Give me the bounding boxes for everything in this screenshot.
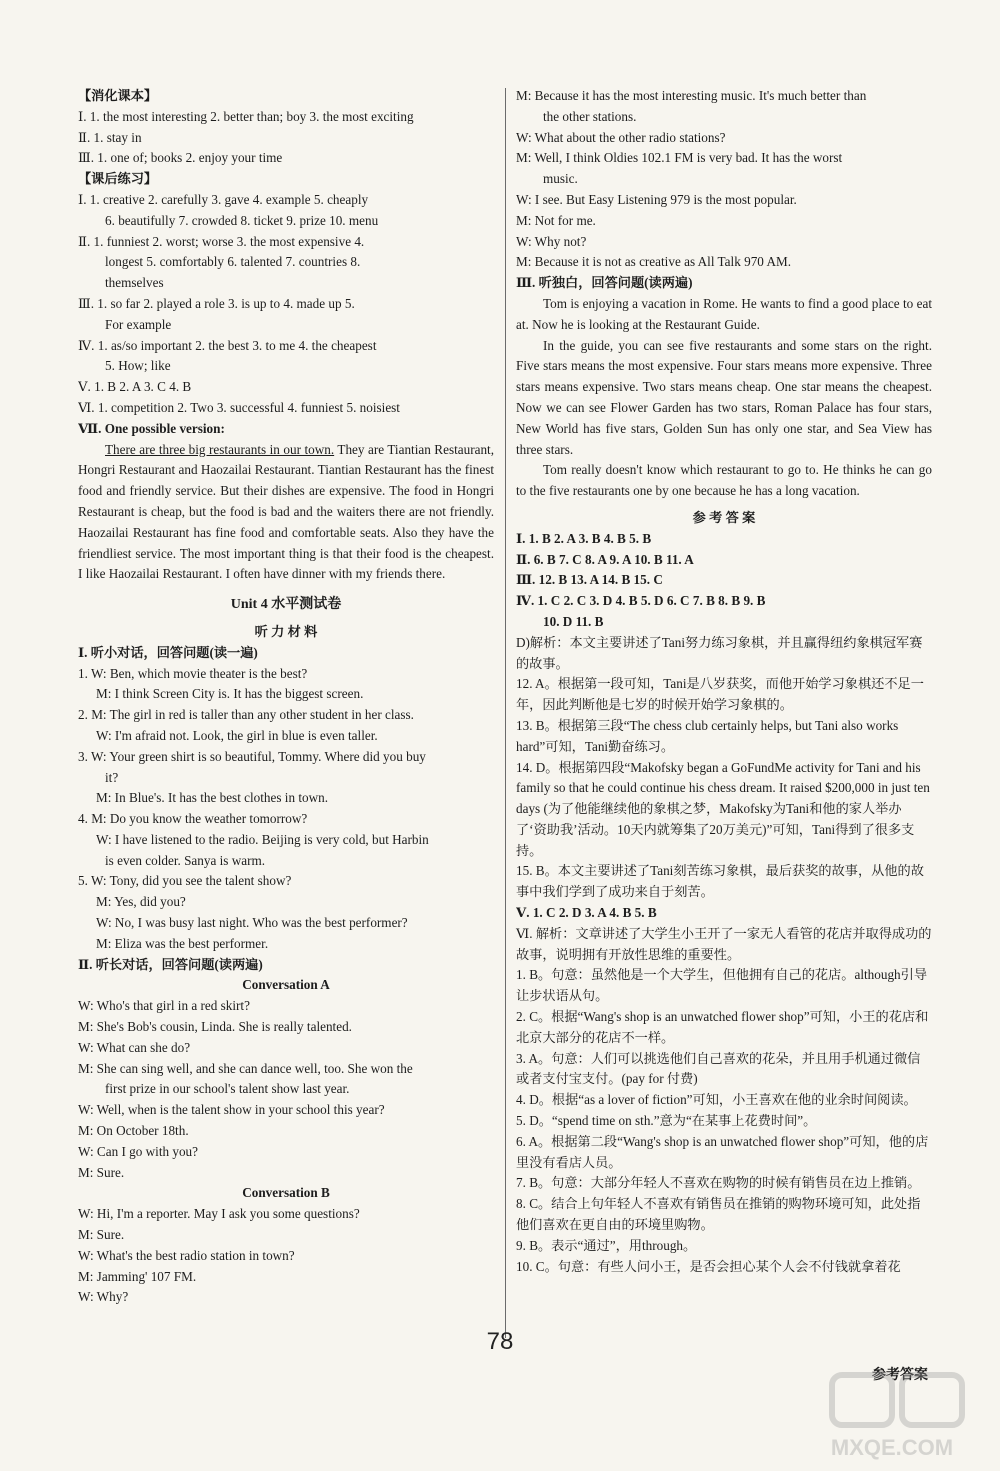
explanation: 2. C。根据“Wang's shop is an unwatched flower shop”可知，小王的花店和北京大部分的花店不一样。 [516,1009,929,1045]
monologue-paragraph: In the guide, you can see five restaurants and some stars on the right. Five stars means the most expensive. Four stars means more expensive. Three stars means expensive. Two stars means cheap. One star means the cheapest. Now we can see Flower Garden has two stars, Roman Palace has four stars, New World has five stars, Golden Sun has only one star, and Sea View has three stars. [516,337,932,457]
dialogue-line: M: Well, I think Oldies 102.1 FM is very bad. It has the worst [516,150,843,166]
dialogue-line: M: She's Bob's cousin, Linda. She is really talented. [78,1019,352,1035]
dialogue-line: M: Yes, did you? [96,894,186,910]
dialogue-line: W: What about the other radio stations? [516,129,726,145]
section-heading: 【消化课本】 [78,88,158,103]
footer-label: 参考答案 [872,1368,928,1383]
key-line: 10. D 11. B [543,613,604,629]
dialogue-line: M: In Blue's. It has the best clothes in town. [96,790,329,806]
key-line: Ⅴ. 1. C 2. D 3. A 4. B 5. B [516,905,657,921]
dialogue-line: W: Who's that girl in a red skirt? [78,998,250,1014]
key-line: Ⅰ. 1. B 2. A 3. B 4. B 5. B [516,530,652,546]
dialogue-line: M: Sure. [78,1164,125,1180]
answer-line: themselves [105,275,164,291]
svg-text:MXQE.COM: MXQE.COM [830,1435,954,1460]
explanation: 12. A。根据第一段可知，Tani是八岁获奖，而他开始学习象棋还不足一年，因此判断他是七岁的时候开始学习象棋的。 [516,676,924,713]
key-line: Ⅳ. 1. C 2. C 3. D 4. B 5. D 6. C 7. B 8. B 9. B [516,593,766,609]
explanation: 14. D。根据第四段“Makofsky began a GoFundMe activity for Tani and his family so that he could continue his chess dream. It raised $200,000 in just ten days (为了他能继续他的象棋之梦，Makofsky为Tani和他的家人举办了‘资助我’活动。10天内就筹集了20万美元)”可知，Tani得到了很多支持。 [516,759,930,858]
dialogue-line: M: Not for me. [516,212,596,228]
monologue-paragraph: Tom is enjoying a vacation in Rome. He wants to find a good place to eat at. Now he is looking at the Restaurant Guide. [516,295,932,332]
answer-line: 5. How; like [105,358,171,374]
explanation: 5. D。“spend time on sth.”意为“在某事上花费时间”。 [516,1113,817,1129]
dialogue-line: M: Eliza was the best performer. [96,935,269,951]
answer-key-title: 参 考 答 案 [692,509,756,525]
dialogue-line: M: Because it has the most interesting music. It's much better than [516,88,867,103]
answer-line: Ⅵ. 1. competition 2. Two 3. successful 4. funniest 5. noisiest [78,399,400,415]
page-number: 78 [486,1328,514,1355]
explanation: 7. B。句意：大部分年轻人不喜欢在购物的时候有销售员在边上推销。 [516,1175,921,1191]
answer-line: Ⅱ. 1. funniest 2. worst; worse 3. the most expensive 4. [78,233,365,249]
dialogue-line: W: Can I go with you? [78,1143,199,1159]
explanation: 8. C。结合上句年轻人不喜欢有销售员在推销的购物环境可知，此处指他们喜欢在更自由的环境里购物。 [516,1196,921,1233]
dialogue-line: W: What can she do? [78,1039,191,1055]
watermark-logo [792,1367,992,1467]
dialogue-line: is even colder. Sanya is warm. [105,852,266,868]
conversation-title: Conversation A [242,977,330,993]
dialogue-line: W: I'm afraid not. Look, the girl in blue is even taller. [96,727,378,743]
answer-line: Ⅰ. 1. creative 2. carefully 3. gave 4. example 5. cheaply [78,191,369,207]
dialogue-line: W: Why? [78,1289,129,1305]
dialogue-line: 5. W: Tony, did you see the talent show? [78,873,292,889]
right-column [516,86,932,1277]
dialogue-line: W: I see. But Easy Listening 979 is the most popular. [516,191,797,207]
answer-line: Ⅲ. 1. so far 2. played a role 3. is up to 4. made up 5. [78,295,355,311]
dialogue-line: 3. W: Your green shirt is so beautiful, Tommy. Where did you buy [78,748,426,764]
dialogue-line: M: Jamming' 107 FM. [78,1268,197,1284]
dialogue-line: W: Well, when is the talent show in your school this year? [78,1102,385,1118]
explanation: 15. B。本文主要讲述了Tani刻苦练习象棋，最后获奖的故事，从他的故事中我们学到了成功来自于刻苦。 [516,863,924,900]
answer-line: For example [105,316,172,332]
explanation: 10. C。句意：有些人问小王，是否会担心某个人会不付钱就拿着花 [516,1258,901,1274]
key-line: Ⅲ. 12. B 13. A 14. B 15. C [516,572,663,588]
unit-title: Unit 4 水平测试卷 [230,597,342,613]
dialogue-line: 2. M: The girl in red is taller than any other student in her class. [78,707,414,723]
dialogue-line: 4. M: Do you know the weather tomorrow? [78,811,308,827]
listening-title: 听 力 材 料 [254,623,318,639]
essay-topic-sentence: There are three big restaurants in our town. [105,441,335,457]
section-heading: 【课后练习】 [78,171,158,187]
explanation: 4. D。根据“as a lover of fiction”可知，小王喜欢在他的业余时间阅读。 [516,1092,917,1108]
dialogue-line: 1. W: Ben, which movie theater is the best? [78,665,308,681]
dialogue-line: it? [105,769,119,785]
part-heading: Ⅲ. 听独白，回答问题(读两遍) [516,275,693,291]
answer-line: Ⅰ. 1. the most interesting 2. better than; boy 3. the most exciting [78,108,414,124]
column-divider [505,88,506,1338]
explanation: 1. B。句意：虽然他是一个大学生，但他拥有自己的花店。although引导让步状语从句。 [516,967,928,1004]
dialogue-line: W: Hi, I'm a reporter. May I ask you some questions? [78,1206,360,1222]
dialogue-line: W: What's the best radio station in town? [78,1247,295,1263]
part-heading: Ⅰ. 听小对话，回答问题(读一遍) [78,644,258,660]
monologue-paragraph: Tom really doesn't know which restaurant to go to. He thinks he can go to the five restaurants one by one because he has a long vacation. [516,462,932,499]
answer-line: Ⅲ. 1. one of; books 2. enjoy your time [78,150,283,166]
explanation: 6. A。根据第二段“Wang's shop is an unwatched flower shop”可知，他的店里没有看店人员。 [516,1133,929,1170]
essay-paragraph [78,440,494,586]
explanation: 9. B。表示“通过”，用through。 [516,1237,697,1253]
answer-line: Ⅳ. 1. as/so important 2. the best 3. to me 4. the cheapest [78,337,377,353]
dialogue-line: M: Sure. [78,1227,125,1243]
explanation: 3. A。句意：人们可以挑选他们自己喜欢的花朵，并且用手机通过微信或者支付宝支付。(pay for 付费) [516,1050,921,1087]
dialogue-line: the other stations. [543,108,637,124]
conversation-title: Conversation B [242,1185,330,1201]
dialogue-line: M: On October 18th. [78,1123,189,1139]
explanation: 13. B。根据第三段“The chess club certainly helps, but Tani also works hard”可知，Tani勤奋练习。 [516,717,899,754]
dialogue-line: M: She can sing well, and she can dance well, too. She won the [78,1060,413,1076]
dialogue-line: W: Why not? [516,233,587,249]
key-line: Ⅱ. 6. B 7. C 8. A 9. A 10. B 11. A [516,551,694,567]
left-column [78,86,494,1308]
dialogue-line: W: I have listened to the radio. Beijing is very cold, but Harbin [96,831,429,847]
answer-line: Ⅴ. 1. B 2. A 3. C 4. B [78,379,192,395]
writing-heading: Ⅶ. One possible version: [78,420,225,436]
part-heading: Ⅱ. 听长对话，回答问题(读两遍) [78,956,263,972]
essay-body: They are Tiantian Restaurant, Hongri Restaurant and Haozailai Restaurant. Tiantian Restaurant has the finest food and friendly service. But their dishes are expensive. The food in Hongri Restaurant is cheap, but the food is bad and the waiters there are not friendly. Haozailai Restaurant has fine food and comfortable seats. Also they have the friendliest service. The most important thing is that their food is the cheapest. I like Haozailai Restaurant. I often have dinner with my friends there. [78,441,494,582]
dialogue-line: first prize in our school's talent show last year. [105,1081,350,1097]
explanation: D)解析：本文主要讲述了Tani努力练习象棋，并且赢得纽约象棋冠军赛的故事。 [516,634,923,671]
answer-line: Ⅱ. 1. stay in [78,129,142,145]
dialogue-line: music. [543,171,578,187]
dialogue-line: M: Because it is not as creative as All Talk 970 AM. [516,254,791,270]
answer-line: 6. beautifully 7. crowded 8. ticket 9. prize 10. menu [105,212,379,228]
dialogue-line: M: I think Screen City is. It has the biggest screen. [96,686,364,702]
answer-line: longest 5. comfortably 6. talented 7. countries 8. [105,254,361,270]
dialogue-line: W: No, I was busy last night. Who was the best performer? [96,915,408,931]
explanation: Ⅵ. 解析：文章讲述了大学生小王开了一家无人看管的花店并取得成功的故事，说明拥有开放性思维的重要性。 [516,925,932,962]
